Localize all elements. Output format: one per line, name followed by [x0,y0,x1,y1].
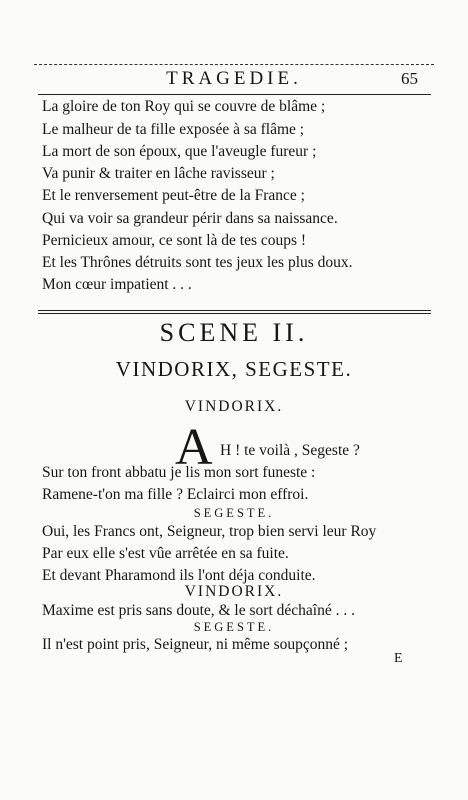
verse-line: Et le renversement peut-être de la France ; [42,187,305,204]
speaker-name: VINDORIX. [184,398,284,415]
verse-line: Oui, les Francs ont, Seigneur, trop bien servi leur Roy [42,523,377,540]
verse-line: Mon cœur impatient . . . [42,276,192,293]
verse-line: Maxime est pris sans doute, & le sort déchaîné . . . [42,602,355,619]
header-rule [38,94,431,95]
speaker-name: SEGESTE. [193,620,275,634]
verse-line: Il n'est point pris, Seigneur, ni même soupçonné ; [42,636,349,653]
verse-line: Le malheur de ta fille exposée à sa flâme ; [42,121,305,138]
top-dotted-rule [34,64,434,65]
verse-line: Et les Thrônes détruits sont tes jeux les plus doux. [42,254,353,271]
scene-title: SCENE II. [159,318,309,347]
verse-line: Sur ton front abbatu je lis mon sort funeste : [42,464,316,481]
scene-separator-rule [38,310,431,314]
verse-line: Ramene-t'on ma fille ? Eclairci mon effroi. [42,486,309,503]
speaker-name: VINDORIX. [184,583,284,600]
verse-line: Pernicieux amour, ce sont là de tes coups ! [42,232,307,249]
running-title: TRAGEDIE. [166,68,302,89]
verse-line: Et devant Pharamond ils l'ont déja conduite. [42,567,316,584]
verse-line: La gloire de ton Roy qui se couvre de blâme ; [42,98,326,115]
catchword: E [394,651,403,666]
verse-line: Va punir & traiter en lâche ravisseur ; [42,165,275,182]
verse-line: Qui va voir sa grandeur périr dans sa naissance. [42,210,338,227]
verse-line: H ! te voilà , Segeste ? [220,442,360,459]
verse-line: Par eux elle s'est vûe arrêtée en sa fuite. [42,545,289,562]
drop-cap: A [175,419,213,476]
verse-line: La mort de son époux, que l'aveugle fureur ; [42,143,317,160]
page-number: 65 [401,69,418,88]
speaker-name: SEGESTE. [193,506,275,520]
scene-characters: VINDORIX, SEGESTE. [115,357,353,381]
